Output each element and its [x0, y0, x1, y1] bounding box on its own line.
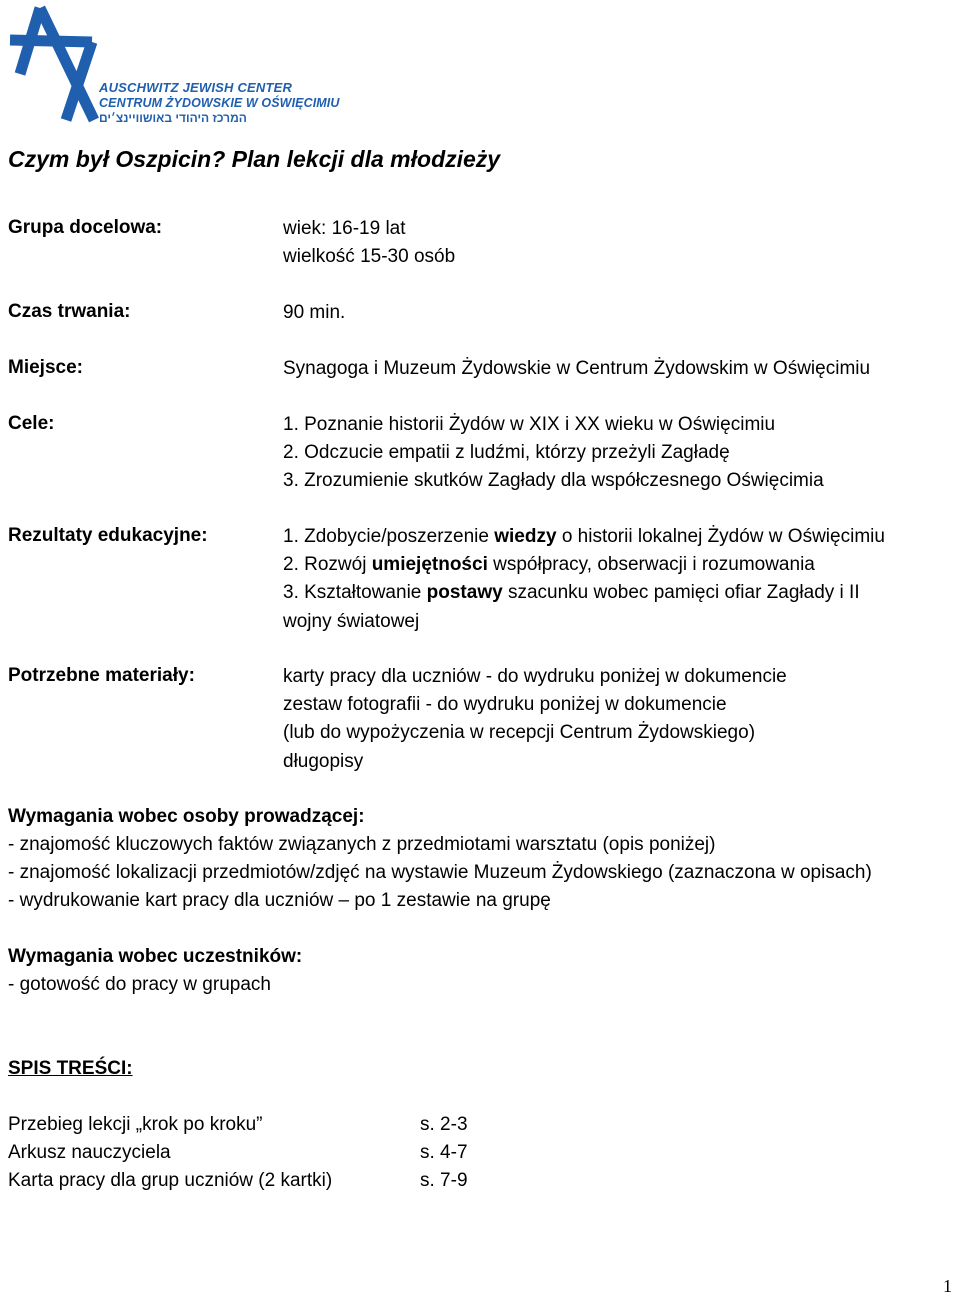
document-title: Czym był Oszpicin? Plan lekcji dla młodzieży	[8, 146, 501, 172]
material-item: (lub do wypożyczenia w recepcji Centrum Żydowskiego)	[283, 722, 756, 744]
value-goals	[283, 411, 824, 496]
goal-item: 2. Odczucie empatii z ludźmi, którzy przeżyli Zagładę	[283, 442, 730, 464]
logo-text-pl: CENTRUM ŻYDOWSKIE W OŚWIĘCIMIU	[99, 96, 340, 110]
label-duration: Czas trwania:	[8, 301, 131, 322]
label-goals: Cele:	[8, 413, 55, 434]
value-place: Synagoga i Muzeum Żydowskie w Centrum Żydowskim w Oświęcimiu	[283, 358, 871, 379]
material-item: długopisy	[283, 750, 364, 772]
leader-requirement: - znajomość kluczowych faktów związanych z przedmiotami warsztatu (opis poniżej)	[8, 834, 716, 855]
target-group-size: wielkość 15-30 osób	[283, 246, 456, 268]
leader-requirement: - wydrukowanie kart pracy dla uczniów – po 1 zestawie na grupę	[8, 890, 551, 911]
material-item: karty pracy dla uczniów - do wydruku poniżej w dokumencie	[283, 666, 787, 687]
logo-text-en: AUSCHWITZ JEWISH CENTER	[99, 80, 293, 95]
page-number: 1	[943, 1276, 952, 1296]
heading-participant-requirements: Wymagania wobec uczestników:	[8, 946, 303, 967]
label-place: Miejsce:	[8, 357, 83, 378]
toc-entry-page: s. 4-7	[420, 1142, 468, 1163]
star-of-david-logo-icon	[6, 4, 102, 128]
toc-entry-page: s. 2-3	[420, 1114, 468, 1135]
label-outcomes: Rezultaty edukacyjne:	[8, 525, 208, 546]
material-item: zestaw fotografii - do wydruku poniżej w dokumencie	[283, 694, 727, 716]
label-target-group: Grupa docelowa:	[8, 217, 163, 238]
goal-item: 1. Poznanie historii Żydów w XIX i XX wieku w Oświęcimiu	[283, 414, 776, 435]
heading-leader-requirements: Wymagania wobec osoby prowadzącej:	[8, 806, 365, 827]
value-materials	[283, 663, 787, 776]
outcome-item: 1. Zdobycie/poszerzenie wiedzy o historii lokalnej Żydów w Oświęcimiu	[283, 526, 885, 547]
logo-text-he: המרכז היהודי באושוויינצ׳ים	[99, 111, 247, 125]
value-target-group	[283, 215, 455, 271]
toc-heading: SPIS TREŚCI:	[8, 1058, 133, 1079]
outcome-item: 2. Rozwój umiejętności współpracy, obserwacji i rozumowania	[283, 554, 815, 576]
toc-entry-title: Karta pracy dla grup uczniów (2 kartki)	[8, 1170, 333, 1191]
leader-requirement: - znajomość lokalizacji przedmiotów/zdjęć na wystawie Muzeum Żydowskiego (zaznaczona w opisach)	[8, 862, 872, 883]
value-outcomes	[283, 523, 885, 636]
outcome-item: 3. Kształtowanie postawy szacunku wobec pamięci ofiar Zagłady i II	[283, 582, 860, 604]
target-group-age: wiek: 16-19 lat	[283, 218, 406, 239]
participant-requirement: - gotowość do pracy w grupach	[8, 974, 271, 995]
toc-entry-title: Przebieg lekcji „krok po kroku”	[8, 1114, 263, 1135]
outcome-item-continuation: wojny światowej	[283, 610, 420, 632]
logo	[6, 4, 340, 128]
goal-item: 3. Zrozumienie skutków Zagłady dla współczesnego Oświęcimia	[283, 470, 824, 492]
label-materials: Potrzebne materiały:	[8, 665, 195, 686]
toc-entry-page: s. 7-9	[420, 1170, 468, 1191]
value-duration: 90 min.	[283, 302, 346, 323]
toc-entry-title: Arkusz nauczyciela	[8, 1142, 171, 1163]
